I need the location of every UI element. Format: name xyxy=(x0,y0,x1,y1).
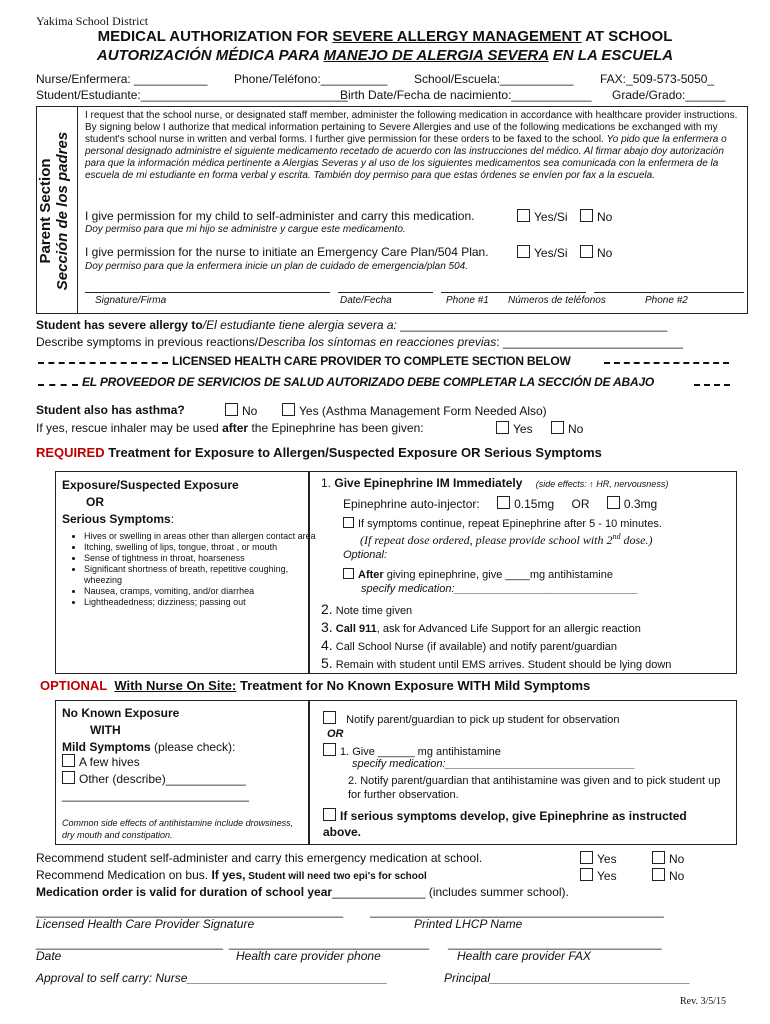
phone-numbers-label: Números de teléfonos xyxy=(508,295,606,306)
parent-signature-line[interactable] xyxy=(85,292,330,293)
repeat-dose-checkbox[interactable]: If symptoms continue, repeat Epinephrine after 5 - 10 minutes. xyxy=(343,517,662,530)
lhcp-signature-line[interactable]: ______________________________________________ xyxy=(36,904,343,918)
symptom-item: • Sense of tightness in throat, hoarseness xyxy=(84,553,320,564)
step1-epinephrine: 1. Give Epinephrine IM Immediately (side effects: ↑ HR, nervousness) xyxy=(321,476,669,490)
title-spanish: AUTORIZACIÓN MÉDICA PARA MANEJO DE ALERGIA SEVERA EN LA ESCUELA xyxy=(96,47,674,64)
recommend-self-carry-no[interactable]: No xyxy=(652,851,684,866)
parent-phone2-line[interactable] xyxy=(594,292,744,293)
antihistamine-side-effects: Common side effects of antihistamine include drowsiness, dry mouth and constipation. xyxy=(62,818,294,840)
perm-care-plan-no[interactable]: No xyxy=(580,245,612,260)
nurse-approval-field[interactable]: Approval to self carry: Nurse______________________________ xyxy=(36,971,388,985)
required-symptoms-heading: Exposure/Suspected Exposure OR Serious Symptoms: xyxy=(62,478,239,526)
give-antihistamine-checkbox[interactable]: 1. Give ______ mg antihistamine xyxy=(323,743,501,758)
school-field[interactable]: School/Escuela:___________ xyxy=(414,72,574,86)
perm-care-plan: I give permission for the nurse to initiate an Emergency Care Plan/504 Plan. xyxy=(85,245,489,259)
fax-field[interactable]: FAX:_509-573-5050_ xyxy=(600,72,715,86)
provider-divider-left-es xyxy=(38,384,78,386)
provider-divider-right xyxy=(604,362,729,364)
specify-medication-field[interactable]: specify medication:______________________________ xyxy=(361,583,639,595)
rescue-inhaler-no[interactable]: No xyxy=(551,421,583,436)
recommend-bus-no[interactable]: No xyxy=(652,868,684,883)
symptom-item: • Itching, swelling of lips, tongue, throat , or mouth xyxy=(84,542,320,553)
parent-section-label-en: Parent Section xyxy=(37,158,54,264)
severe-allergy-field[interactable]: Student has severe allergy to/El estudiante tiene alergia severa a: ________________________________________ xyxy=(36,318,668,332)
perm-self-administer-no[interactable]: No xyxy=(580,209,612,224)
district-name: Yakima School District xyxy=(36,14,149,28)
symptom-item: • Lightheadedness; dizziness; passing out xyxy=(84,597,320,608)
notify-parent-checkbox[interactable]: Notify parent/guardian to pick up student for observation xyxy=(323,711,619,726)
nurse-field[interactable]: Nurse/Enfermera: ___________ xyxy=(36,72,208,86)
principal-approval-field[interactable]: Principal______________________________ xyxy=(444,971,691,985)
symptom-item: • Hives or swelling in areas other than allergen contact area xyxy=(84,531,320,542)
perm-self-administer-yes[interactable]: Yes/Si xyxy=(517,209,568,224)
revision-date: Rev. 3/5/15 xyxy=(680,996,727,1007)
dose-015-checkbox[interactable]: 0.15mg xyxy=(497,497,554,511)
other-symptom-checkbox[interactable]: Other (describe)____________ xyxy=(62,771,246,786)
serious-symptoms-checkbox[interactable]: If serious symptoms develop, give Epinephrine as instructed above. xyxy=(323,809,687,839)
provider-heading-es: EL PROVEEDOR DE SERVICIOS DE SALUD AUTORIZADO DEBE COMPLETAR LA SECCIÓN DE ABAJO xyxy=(82,375,655,389)
few-hives-checkbox[interactable]: A few hives xyxy=(62,754,140,769)
consent-paragraph: I request that the school nurse, or designated staff member, administer the following medication in accordance with healthcare provider instructions. By signing below I authorize that medical information pertaining to Severe Allergies and use of the following medications be exchanged with my student's school nurse in written and verbal forms. I further give permission for these orders to be faxed to the school. Yo pido que la enfermera o personal designado administre el siguiente medicamento recetado de acuerdo con las instrucciones del médico. Al firmar abajo doy autorización para que la información médica pertinente a Alergias Severas y al uso de los siguientes medicamentos sea comunicada con la enfermera de la escuela de mi estudiante en forma verbal y escrita. También doy permiso para que estas órdenes se envíen por fax a la escuela. xyxy=(85,110,738,181)
phone-field[interactable]: Phone/Teléfono:__________ xyxy=(234,72,388,86)
parent-phone1-line[interactable] xyxy=(441,292,586,293)
step-4: 4. Call School Nurse (if available) and notify parent/guardian xyxy=(321,637,618,653)
date-label: Date/Fecha xyxy=(340,295,392,306)
other-describe-line[interactable]: ____________________________ xyxy=(62,788,249,802)
lhcp-phone-label: Health care provider phone xyxy=(236,949,381,963)
symptom-item: • Nausea, cramps, vomiting, and/or diarrhea xyxy=(84,586,320,597)
autoinjector-row: Epinephrine auto-injector: 0.15mg OR 0.3mg xyxy=(343,497,658,511)
parent-section-label-es: Sección de los padres xyxy=(54,131,71,291)
phone1-label: Phone #1 xyxy=(446,295,489,306)
provider-divider-right-es xyxy=(694,384,730,386)
birth-date-field[interactable]: Birth Date/Fecha de nacimiento:____________ xyxy=(340,88,592,102)
order-valid-duration[interactable]: Medication order is valid for duration of school year______________ (includes summer school). xyxy=(36,885,569,899)
perm-care-plan-es: Doy permiso para que la enfermera inicie un plan de cuidado de emergencia/plan 504. xyxy=(85,261,469,272)
grade-field[interactable]: Grade/Grado:______ xyxy=(612,88,726,102)
required-heading: REQUIRED Treatment for Exposure to Allergen/Suspected Exposure OR Serious Symptoms xyxy=(36,445,602,460)
optional-specify-field[interactable]: specify medication:_______________________________ xyxy=(352,758,636,770)
recommend-self-carry-yes[interactable]: Yes xyxy=(580,851,617,866)
provider-divider-left xyxy=(38,362,168,364)
repeat-dose-note: (If repeat dose ordered, please provide school with 2nd dose.) xyxy=(360,532,653,547)
phone2-label: Phone #2 xyxy=(645,295,688,306)
title-english: MEDICAL AUTHORIZATION FOR SEVERE ALLERGY MANAGEMENT AT SCHOOL xyxy=(97,28,673,45)
parent-date-line[interactable] xyxy=(338,292,433,293)
dose-03-checkbox[interactable]: 0.3mg xyxy=(607,497,657,511)
asthma-question: Student also has asthma? xyxy=(36,403,185,417)
provider-heading-en: LICENSED HEALTH CARE PROVIDER TO COMPLETE SECTION BELOW xyxy=(172,354,571,368)
recommend-bus: Recommend Medication on bus. If yes, Student will need two epi's for school xyxy=(36,868,427,882)
rescue-inhaler-question: If yes, rescue inhaler may be used after the Epinephrine has been given: xyxy=(36,421,424,435)
asthma-yes-checkbox[interactable]: Yes (Asthma Management Form Needed Also) xyxy=(282,403,547,418)
describe-symptoms-field[interactable]: Describe symptoms in previous reactions/Describa los síntomas en reacciones previas: ___________________________ xyxy=(36,335,684,349)
lhcp-name-label: Printed LHCP Name xyxy=(414,917,523,931)
asthma-no-checkbox[interactable]: No xyxy=(225,403,257,418)
parent-section-sidebar xyxy=(37,107,78,313)
lhcp-phone-line[interactable]: ______________________________ xyxy=(229,936,430,950)
lhcp-fax-line[interactable]: ________________________________ xyxy=(448,936,662,950)
perm-self-administer: I give permission for my child to self-administer and carry this medication. xyxy=(85,209,475,223)
signature-label: Signature/Firma xyxy=(95,295,167,306)
antihistamine-checkbox[interactable]: After giving epinephrine, give ____mg antihistamine xyxy=(343,568,613,581)
symptoms-list xyxy=(70,531,320,608)
step-3: 3. Call 911, ask for Advanced Life Support for an allergic reaction xyxy=(321,619,641,635)
lhcp-fax-label: Health care provider FAX xyxy=(457,949,591,963)
lhcp-signature-label: Licensed Health Care Provider Signature xyxy=(36,917,255,931)
step-2: 2. Note time given xyxy=(321,601,413,617)
step-5: 5. Remain with student until EMS arrives. Student should be lying down xyxy=(321,655,672,671)
recommend-bus-yes[interactable]: Yes xyxy=(580,868,617,883)
optional-label: Optional: xyxy=(343,549,388,561)
optional-symptoms-heading: No Known Exposure WITH Mild Symptoms (please check): xyxy=(62,706,236,754)
notify-antihistamine-given: 2. Notify parent/guardian that antihistamine was given and to pick student up for further observation. xyxy=(348,775,721,801)
perm-self-administer-es: Doy permiso para que mi hijo se administre y cargue este medicamento. xyxy=(85,224,406,235)
lhcp-date-label: Date xyxy=(36,949,62,963)
symptom-item: • Significant shortness of breath, repetitive coughing, wheezing xyxy=(84,564,320,586)
optional-or: OR xyxy=(327,728,344,740)
rescue-inhaler-yes[interactable]: Yes xyxy=(496,421,533,436)
optional-heading: OPTIONAL With Nurse On Site: Treatment for No Known Exposure WITH Mild Symptoms xyxy=(40,678,591,693)
student-field[interactable]: Student/Estudiante:_______________________________ xyxy=(36,88,348,102)
recommend-self-carry: Recommend student self-administer and carry this emergency medication at school. xyxy=(36,851,483,865)
perm-care-plan-yes[interactable]: Yes/Si xyxy=(517,245,568,260)
lhcp-date-line[interactable]: ____________________________ xyxy=(36,936,223,950)
lhcp-name-line[interactable]: ____________________________________________ xyxy=(370,904,664,918)
